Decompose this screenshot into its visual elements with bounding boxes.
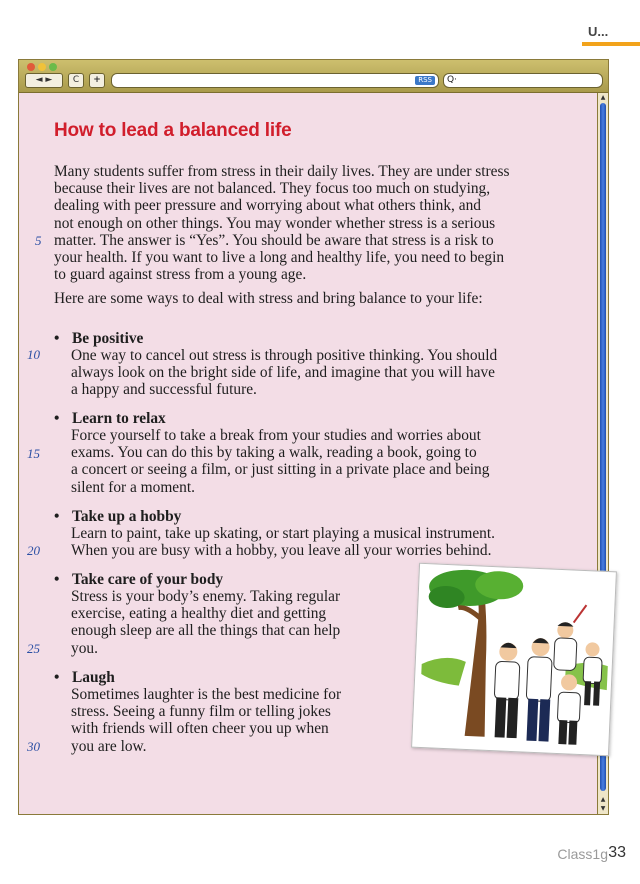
add-tab-button[interactable]: +: [89, 73, 105, 88]
intro-line: not enough on other things. You may wonder whether stress is a serious: [54, 214, 496, 232]
tip-heading: • Take care of your body: [52, 571, 223, 588]
scroll-up-top-icon[interactable]: ▲: [600, 94, 606, 101]
laughing-students-illustration: [411, 563, 617, 756]
tip-line: a concert or seeing a film, or just sitting in a private place and being: [71, 461, 490, 479]
tip-body: [71, 427, 489, 496]
address-bar[interactable]: [111, 73, 439, 88]
tip-heading: • Be positive: [52, 330, 143, 347]
tip-line: One way to cancel out stress is through positive thinking. You should: [71, 347, 498, 364]
tip-line: always look on the bright side of life, and imagine that you will have: [71, 364, 496, 382]
search-input[interactable]: Q·: [443, 73, 603, 88]
tip-line: Stress is your body’s enemy. Taking regular: [71, 588, 341, 605]
tip-body: [71, 686, 341, 755]
maximize-window-icon[interactable]: [49, 63, 57, 71]
intro-line: matter. The answer is “Yes”. You should be aware that stress is a risk to: [54, 231, 494, 249]
scroll-up-icon[interactable]: ▲: [600, 796, 606, 803]
tip-line: you.: [71, 639, 98, 657]
tip-body: [71, 525, 495, 559]
article-title: How to lead a balanced life: [54, 120, 292, 141]
tip-line: you are low.: [71, 737, 147, 755]
close-window-icon[interactable]: [27, 63, 35, 71]
tip-line: exams. You can do this by taking a walk, reading a book, going to: [71, 444, 477, 462]
minimize-window-icon[interactable]: [38, 63, 46, 71]
tip-body: [71, 347, 497, 399]
line-number: 15: [27, 446, 40, 461]
line-number: 10: [27, 347, 40, 362]
intro-line: because their lives are not balanced. They focus too much on studying,: [54, 180, 491, 198]
intro-line: to guard against stress from a young age.: [54, 266, 307, 284]
page-number: 33: [608, 844, 626, 861]
intro-line: your health. If you want to live a long and healthy life, you need to begin: [54, 249, 505, 267]
browser-toolbar: [19, 60, 608, 93]
unit-tab: U...: [582, 24, 640, 46]
intro-line: dealing with peer pressure and worrying about what others think, and: [54, 197, 481, 215]
illustration-drawing: [412, 564, 616, 755]
intro-line: Many students suffer from stress in their daily lives. They are under stress: [54, 163, 510, 180]
tip-heading: • Laugh: [52, 669, 115, 686]
line-number: 20: [27, 543, 40, 558]
line-number: 25: [27, 641, 40, 656]
scroll-down-icon[interactable]: ▼: [600, 805, 606, 812]
tip-line: enough sleep are all the things that can help: [71, 622, 341, 640]
tip-line: with friends will often cheer you up when: [71, 720, 329, 738]
tip-line: Sometimes laughter is the best medicine for: [71, 686, 342, 703]
tip-line: stress. Seeing a funny film or telling jokes: [71, 703, 331, 721]
tip-line: Force yourself to take a break from your studies and worries about: [71, 427, 481, 444]
tip-line: Learn to paint, take up skating, or start playing a musical instrument.: [71, 525, 495, 542]
lead-sentence: Here are some ways to deal with stress and bring balance to your life:: [54, 290, 483, 307]
intro-paragraph: [54, 163, 594, 283]
line-number: 30: [27, 739, 40, 754]
watermark: Class1g: [557, 846, 608, 862]
tip-line: a happy and successful future.: [71, 381, 257, 399]
rss-icon[interactable]: RSS: [415, 76, 435, 85]
tip-heading: • Take up a hobby: [52, 508, 181, 525]
tip-heading: • Learn to relax: [52, 410, 166, 427]
tip-body: [71, 588, 340, 657]
reload-button[interactable]: C: [68, 73, 84, 88]
tip-line: exercise, eating a healthy diet and getting: [71, 605, 327, 623]
tip-line: When you are busy with a hobby, you leave all your worries behind.: [71, 542, 492, 560]
tip-line: silent for a moment.: [71, 478, 195, 496]
back-forward-button[interactable]: ◄ ►: [25, 73, 63, 88]
line-number: 5: [35, 233, 42, 248]
